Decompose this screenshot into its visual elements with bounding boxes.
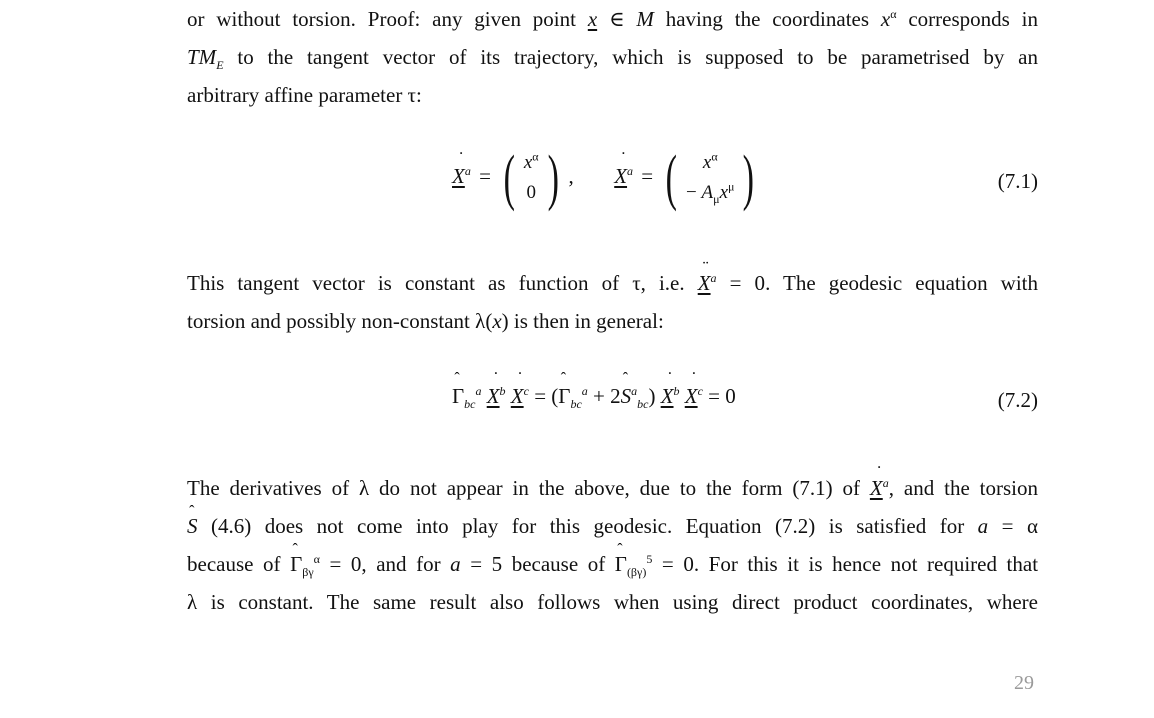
text-line-4: This tangent vector is constant as function of τ, i.e. ¨ $X^a = 0$. The geodesic equation with (187, 264, 1038, 302)
text-line-1: or without torsion. Proof: any given point x ∈ M having the coordinates $x^\alpha$ corresponds in (187, 7, 1039, 31)
equation-7-2-body: ˆ $\Gamma_{bc}^a$ ˙ $X^b$ ˙ $X^c$ = (ˆ $\Gamma_{bc}^a$ + 2ˆ $S^a_{bc}$) ˙ $X^b$ ˙ $X^c = 0$ (452, 384, 736, 409)
text-line-9: λ is constant. The same result also follows when using direct product coordinates, where (187, 590, 1038, 614)
page-number: 29 (1014, 672, 1034, 694)
equation-number-7-1: (7.1) (997, 169, 1038, 193)
text-line-7: ˆ S (4.6) does not come into play for this geodesic. Equation (7.2) is satisfied for a = α (187, 507, 1038, 545)
equation-number-7-2: (7.2) (997, 388, 1038, 412)
text-line-2: $TM_E$ to the tangent vector of its trajectory, which is supposed to be parametrised by an (187, 45, 1038, 73)
column-vector-1: ( $x^\alpha$ 0 ) (503, 144, 559, 212)
equation-7-1 (187, 144, 1038, 219)
paragraph-tangent (187, 264, 1038, 340)
text-line-6: The derivatives of λ do not appear in the above, due to the form (7.1) of ˙ $X^a$, and the torsion (187, 469, 1038, 507)
column-vector-2: ( $x^\alpha$ − $A_\mu x^\mu$ ) (666, 144, 755, 212)
text-line-3: arbitrary affine parameter τ: (187, 83, 422, 107)
equation-7-1-body: ˙ $X^a$ = ( $x^\alpha$ 0 ) , ˙ $X^a$ = ( $x^\alpha$ − $A_\mu x^\mu$ ) (452, 147, 759, 209)
text-line-8: because of ˆ $\Gamma_{\beta\gamma}^\alpha = 0$, and for a = 5 because of ˆ $\Gamma_{(\beta\gamma)}^5 = 0$. For this it is hence not required that (187, 545, 1038, 583)
equation-7-2 (187, 384, 1038, 424)
text-line-5: torsion and possibly non-constant λ(x) is then in general: (187, 309, 664, 333)
paragraph-derivatives (187, 469, 1038, 621)
paragraph-proof (187, 0, 1038, 114)
